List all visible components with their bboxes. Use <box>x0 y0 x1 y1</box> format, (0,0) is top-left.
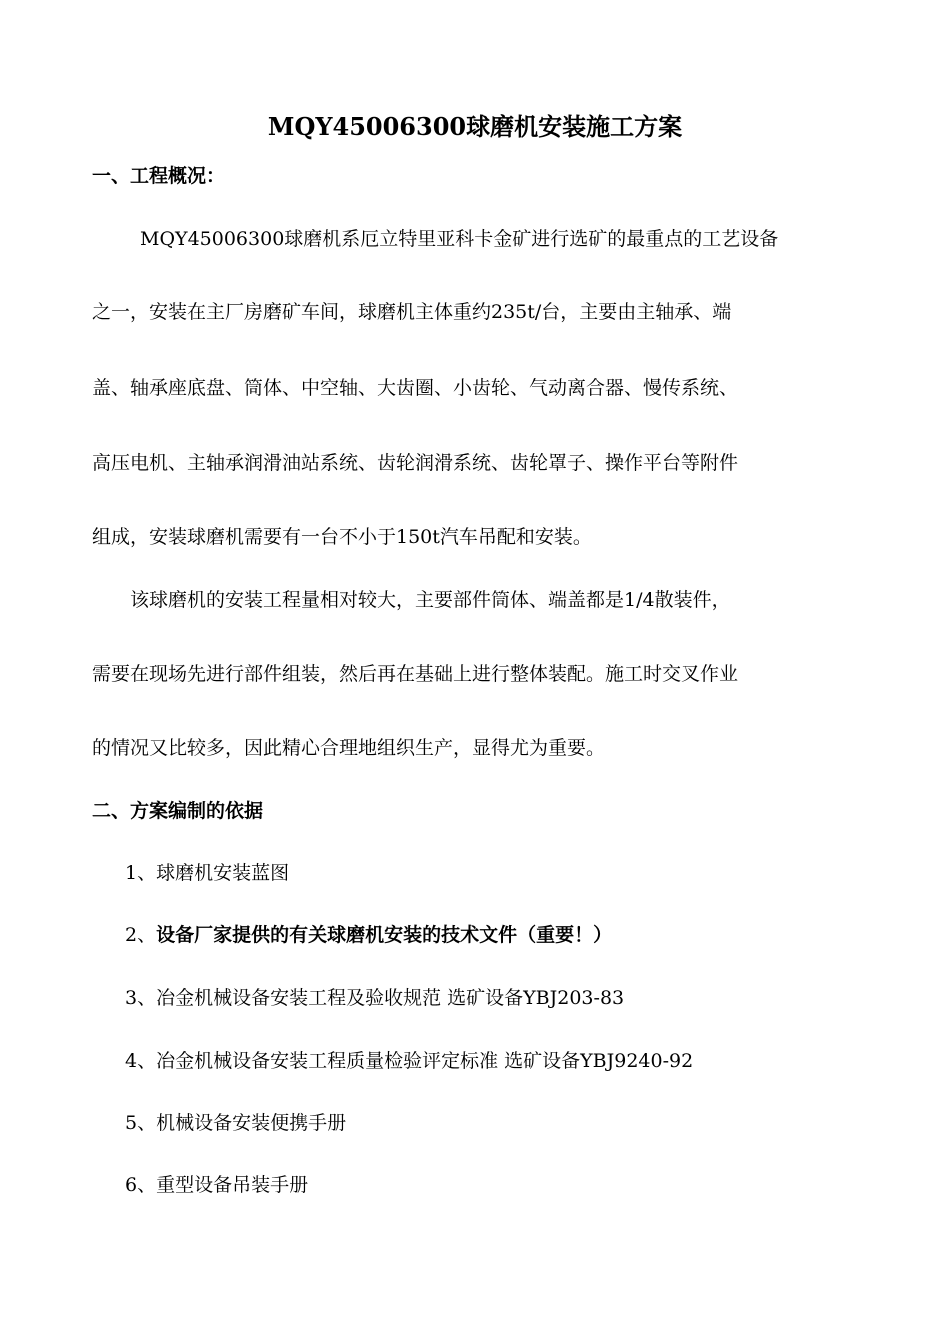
paragraph-line: 组成，安装球磨机需要有一台不小于150t汽车吊配和安装。 <box>92 526 592 548</box>
paragraph-line: 的情况又比较多，因此精心合理地组织生产，显得尤为重要。 <box>92 737 606 759</box>
list-item-number: 3、 <box>125 987 157 1009</box>
section-heading-basis: 二、方案编制的依据 <box>92 800 264 822</box>
section-heading-overview: 一、工程概况： <box>92 165 226 187</box>
paragraph-line: 高压电机、主轴承润滑油站系统、齿轮润滑系统、齿轮罩子、操作平台等附件 <box>92 452 739 474</box>
paragraph-line: 该球磨机的安装工程量相对较大，主要部件筒体、端盖都是1/4散装件， <box>130 589 731 611</box>
paragraph-line: MQY45006300球磨机系厄立特里亚科卡金矿进行选矿的最重点的工艺设备 <box>140 228 779 250</box>
paragraph-line: 盖、轴承座底盘、筒体、中空轴、大齿圈、小齿轮、气动离合器、慢传系统、 <box>92 377 739 399</box>
list-item <box>125 1170 308 1200</box>
list-item <box>125 983 624 1013</box>
list-item-number: 5、 <box>125 1112 157 1134</box>
list-item <box>125 1046 693 1076</box>
paragraph-line: 需要在现场先进行部件组装，然后再在基础上进行整体装配。施工时交叉作业 <box>92 663 739 685</box>
list-item-text: 冶金机械设备安装工程及验收规范 选矿设备YBJ203-83 <box>156 987 625 1009</box>
list-item-text: 重型设备吊装手册 <box>156 1174 309 1196</box>
list-item-text: 设备厂家提供的有关球磨机安装的技术文件（重要！） <box>156 924 613 946</box>
document-title: MQY45006300球磨机安装施工方案 <box>267 112 683 141</box>
paragraph-line: 之一，安装在主厂房磨矿车间，球磨机主体重约235t/台，主要由主轴承、端 <box>92 301 732 323</box>
list-item <box>125 1108 346 1138</box>
list-item-number: 1、 <box>125 862 157 884</box>
list-item-text: 机械设备安装便携手册 <box>156 1112 347 1134</box>
list-item-text: 冶金机械设备安装工程质量检验评定标准 选矿设备YBJ9240-92 <box>156 1050 694 1072</box>
list-item <box>125 858 289 888</box>
list-item-number: 2、 <box>125 924 157 946</box>
list-item <box>125 920 612 950</box>
list-item-number: 6、 <box>125 1174 157 1196</box>
list-item-text: 球磨机安装蓝图 <box>156 862 290 884</box>
list-item-number: 4、 <box>125 1050 157 1072</box>
